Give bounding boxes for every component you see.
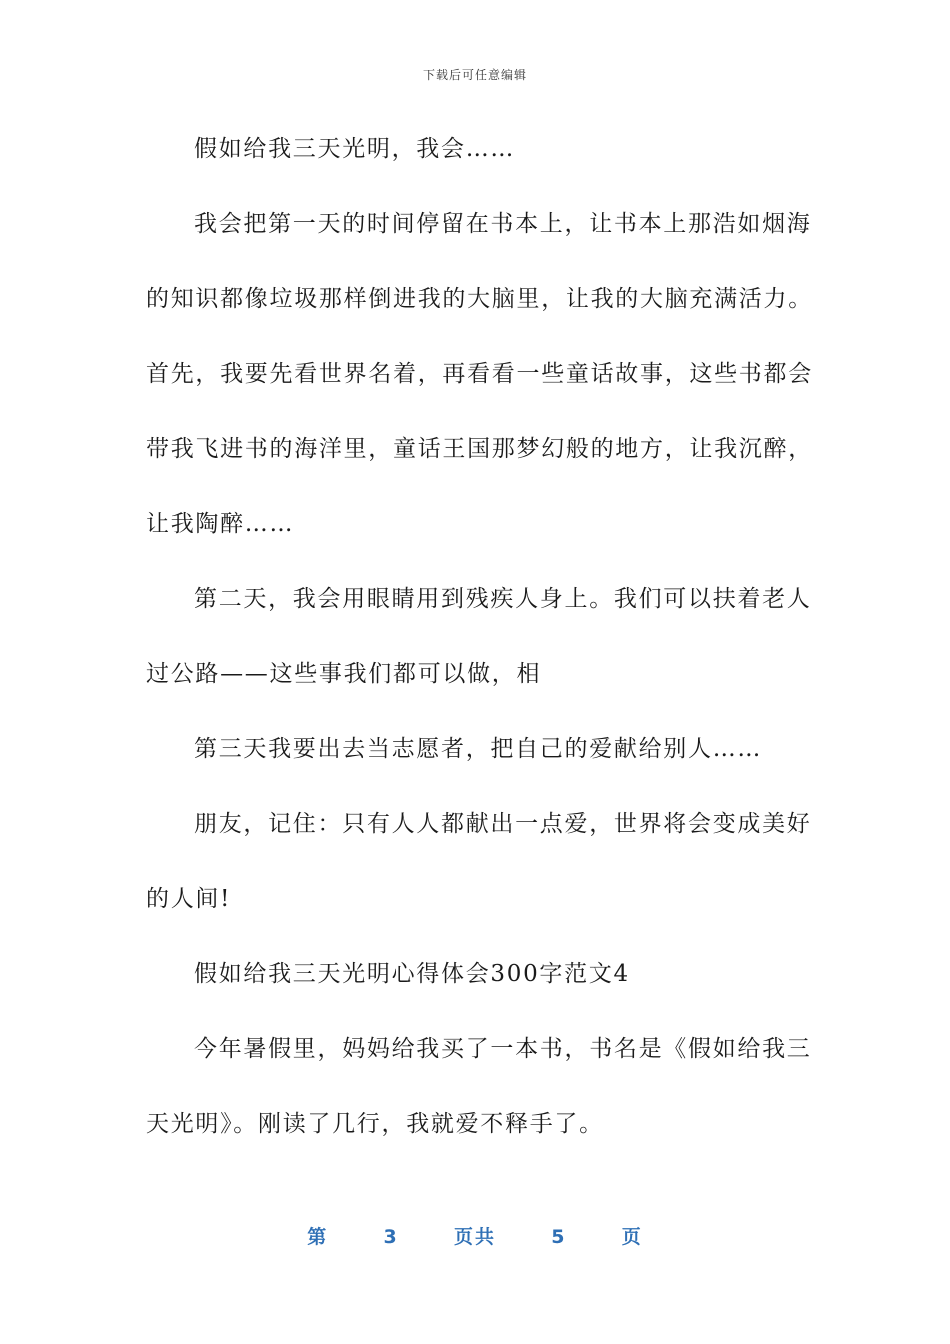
paragraph-line: 的人间! [146, 886, 232, 912]
paragraph-line: 带我飞进书的海洋里，童话王国那梦幻般的地方，让我沉醉， [146, 436, 813, 462]
paragraph-line: 假如给我三天光明，我会…… [194, 136, 516, 162]
paragraph-line: 第二天，我会用眼睛用到残疾人身上。我们可以扶着老人 [194, 586, 812, 612]
paragraph-line: 朋友，记住：只有人人都献出一点爱，世界将会变成美好 [194, 811, 812, 837]
paragraph-line: 首先，我要先看世界名着，再看看一些童话故事，这些书都会 [146, 361, 813, 387]
paragraph-line: 的知识都像垃圾那样倒进我的大脑里，让我的大脑充满活力。 [146, 286, 813, 312]
paragraph-line: 让我陶醉…… [146, 511, 295, 537]
section-title: 假如给我三天光明心得体会300字范文4 [194, 961, 630, 987]
footer-total-pages: 5 [551, 1226, 567, 1248]
footer-suffix: 页 [621, 1226, 643, 1248]
document-body [146, 112, 813, 1162]
footer-prefix: 第 [307, 1226, 329, 1248]
page-number-footer [0, 1222, 950, 1249]
footer-current-page: 3 [383, 1226, 399, 1248]
paragraph-line: 第三天我要出去当志愿者，把自己的爱献给别人…… [194, 736, 763, 762]
paragraph-line: 今年暑假里，妈妈给我买了一本书，书名是《假如给我三 [194, 1036, 812, 1062]
paragraph-line: 天光明》。刚读了几行，我就爱不释手了。 [146, 1111, 604, 1137]
paragraph-line: 过公路——这些事我们都可以做，相 [146, 661, 542, 687]
header-note: 下载后可任意编辑 [422, 68, 527, 82]
footer-middle: 页共 [453, 1226, 496, 1248]
paragraph-line: 我会把第一天的时间停留在书本上，让书本上那浩如烟海 [194, 211, 812, 237]
